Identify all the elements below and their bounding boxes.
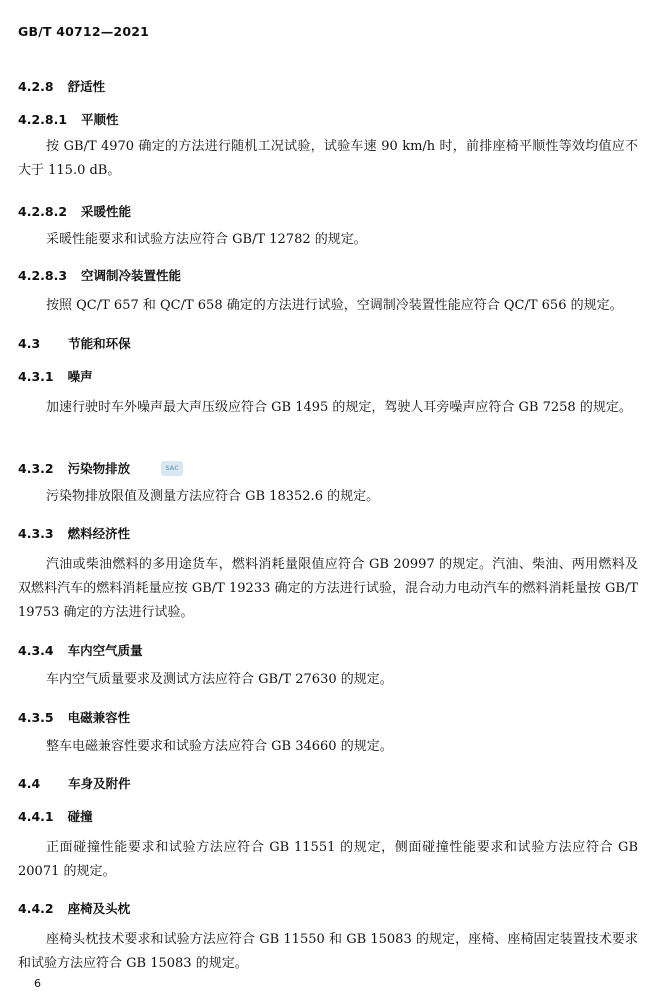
section-title: 空调制冷装置性能 [81,268,182,283]
paragraph-collision: 正面碰撞性能要求和试验方法应符合 GB 11551 的规定，侧面碰撞性能要求和试验方法应符合 GB 20071 的规定。 [18,840,638,879]
paragraph-seats-headrest: 座椅头枕技术要求和试验方法应符合 GB 11550 和 GB 15083 的规定，座椅、座椅固定装置技术要求和试验方法应符合 GB 15083 的规定。 [18,932,638,971]
section-title: 车内空气质量 [67,643,143,658]
section-title: 采暖性能 [81,204,132,219]
section-heading-4-3-3 [18,524,130,542]
section-title: 污染物排放 [67,461,131,476]
section-heading-4-3 [18,334,131,352]
section-heading-4-4-2 [18,899,130,917]
section-title: 节能和环保 [68,336,131,351]
section-title: 舒适性 [67,79,106,94]
page-number: 6 [34,977,41,990]
section-heading-4-3-5 [18,708,130,726]
section-title: 电磁兼容性 [67,710,131,725]
section-title: 车身及附件 [68,776,131,791]
paragraph-heating: 采暖性能要求和试验方法应符合 GB/T 12782 的规定。 [46,232,367,247]
section-number: 4.3.3 [18,526,54,541]
section-heading-4-3-1 [18,367,93,385]
paragraph-emissions: 污染物排放限值及测量方法应符合 GB 18352.6 的规定。 [46,489,380,504]
paragraph-cabin-air-quality: 车内空气质量要求及测试方法应符合 GB/T 27630 的规定。 [46,672,393,687]
section-title: 平顺性 [81,112,119,127]
section-number: 4.3.2 [18,461,54,476]
section-heading-4-2-8-3 [18,266,181,284]
standard-number-header: GB/T 40712—2021 [18,24,150,39]
section-number: 4.3.5 [18,710,54,725]
section-number: 4.2.8.1 [18,112,68,127]
paragraph-ride-comfort: 按 GB/T 4970 确定的方法进行随机工况试验，试验车速 90 km/h 时，前排座椅平顺性等效均值应不大于 115.0 dB。 [18,139,638,178]
section-title: 座椅及头枕 [67,901,131,916]
paragraph-air-conditioning: 按照 QC/T 657 和 QC/T 658 确定的方法进行试验，空调制冷装置性能应符合 QC/T 656 的规定。 [46,298,623,313]
section-title: 燃料经济性 [67,526,131,541]
section-heading-4-2-8-2 [18,202,131,220]
section-number: 4.2.8.2 [18,204,68,219]
paragraph-fuel-economy: 汽油或柴油燃料的多用途货车，燃料消耗量限值应符合 GB 20997 的规定。汽油、柴油、两用燃料及双燃料汽车的燃料消耗量应按 GB/T 19233 确定的方法进行试验，混合动力电动汽车的燃料消耗量按 GB/T 19753 确定的方法进行试验。 [18,557,638,620]
paragraph-emc: 整车电磁兼容性要求和试验方法应符合 GB 34660 的规定。 [46,739,393,754]
section-number: 4.3 [18,336,41,351]
section-heading-4-2-8-1 [18,110,119,128]
section-title: 噪声 [67,369,93,384]
paragraph-noise: 加速行驶时车外噪声最大声压级应符合 GB 1495 的规定，驾驶人耳旁噪声应符合 GB 7258 的规定。 [46,400,632,415]
section-number: 4.2.8.3 [18,268,68,283]
section-number: 4.4.1 [18,809,54,824]
section-number: 4.3.4 [18,643,54,658]
section-heading-4-3-2 [18,459,130,477]
section-heading-4-3-4 [18,641,143,659]
section-number: 4.4.2 [18,901,54,916]
watermark-stamp: SAC [161,461,183,476]
section-heading-4-2-8 [18,77,105,95]
section-heading-4-4 [18,774,131,792]
section-title: 碰撞 [67,809,93,824]
section-number: 4.4 [18,776,41,791]
section-number: 4.2.8 [18,79,54,94]
section-heading-4-4-1 [18,807,93,825]
section-number: 4.3.1 [18,369,54,384]
